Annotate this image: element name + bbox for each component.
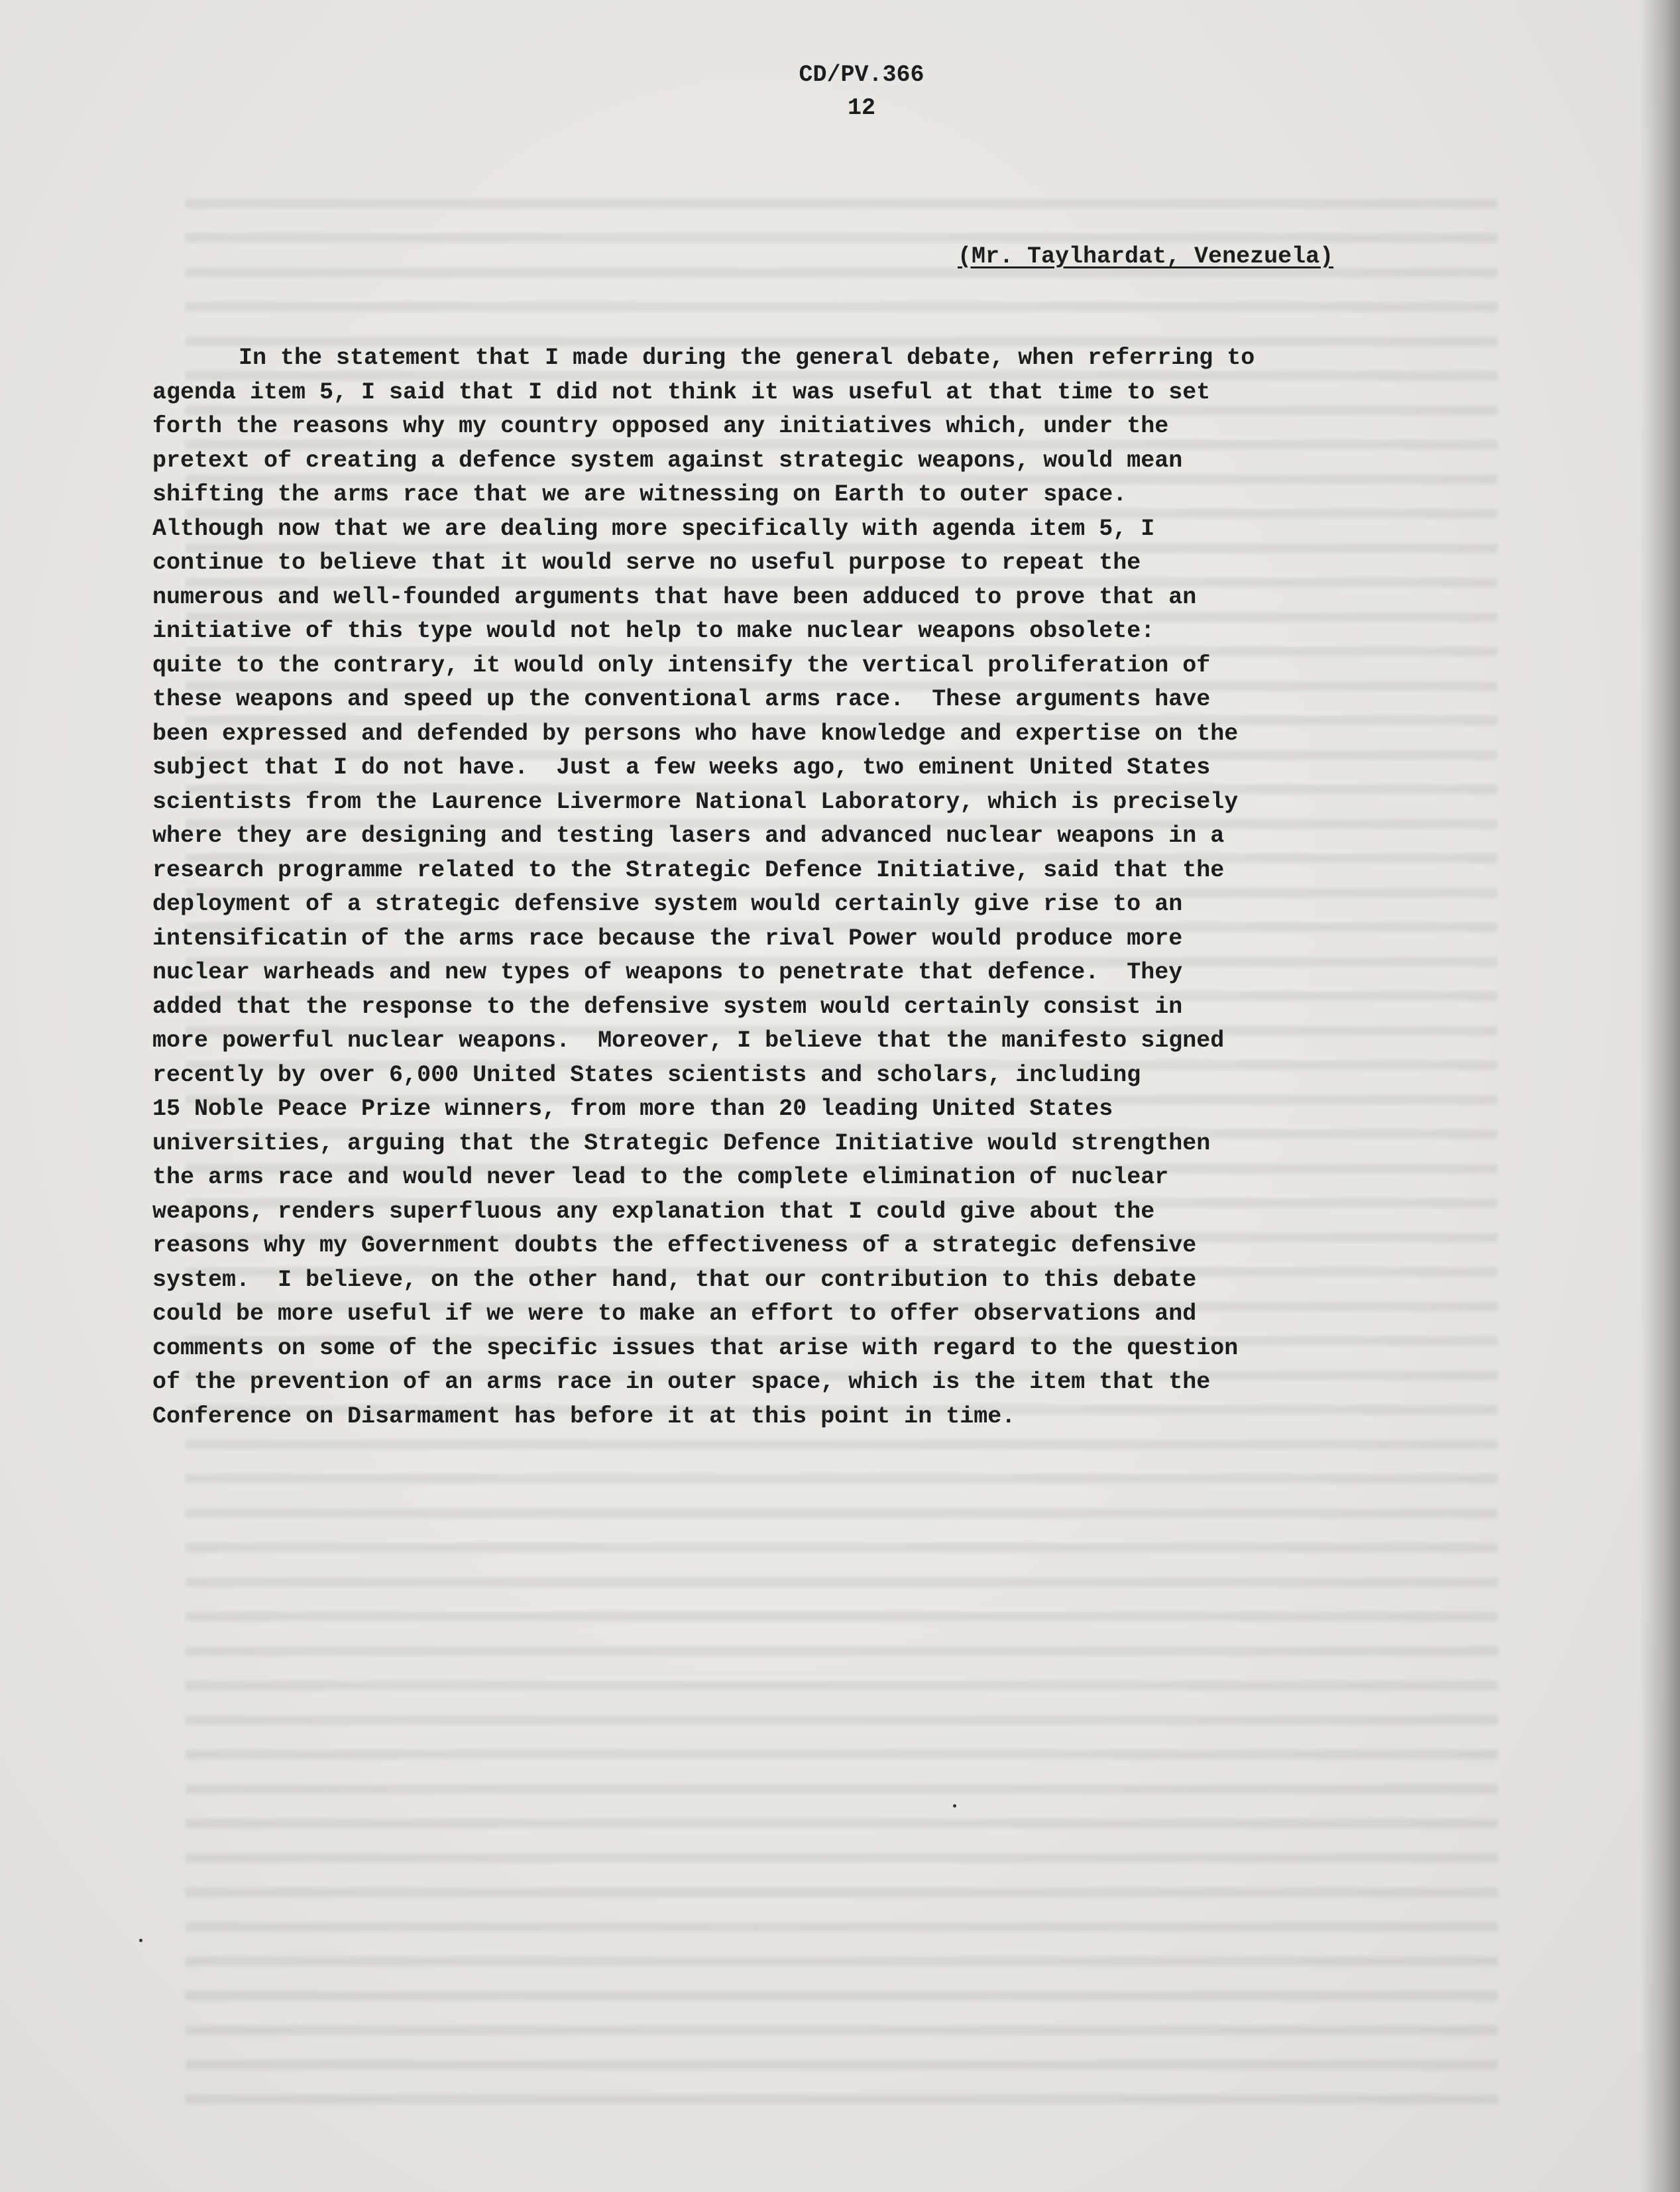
paragraph-line: quite to the contrary, it would only intensify the vertical proliferation of [152, 652, 1211, 679]
paragraph-line: continue to believe that it would serve no useful purpose to repeat the [152, 549, 1141, 576]
paragraph-line: Although now that we are dealing more specifically with agenda item 5, I [152, 515, 1155, 542]
page-edge-shadow [1640, 0, 1680, 2192]
paragraph-line: where they are designing and testing lasers and advanced nuclear weapons in a [152, 823, 1225, 849]
paragraph-line: deployment of a strategic defensive system would certainly give rise to an [152, 891, 1183, 917]
paragraph-line: forth the reasons why my country opposed any initiatives which, under the [152, 413, 1169, 439]
document-header [762, 58, 961, 125]
paragraph-line: universities, arguing that the Strategic Defence Initiative would strengthen [152, 1129, 1211, 1157]
paragraph-line: subject that I do not have. Just a few weeks ago, two eminent United States [152, 754, 1211, 781]
document-symbol: CD/PV.366 [799, 62, 924, 88]
paragraph-line: numerous and well-founded arguments that have been adduced to prove that an [152, 583, 1197, 610]
paragraph-line: intensificatin of the arms race because the rival Power would produce more [152, 925, 1183, 952]
paragraph-line: recently by over 6,000 United States scientists and scholars, including [152, 1061, 1141, 1088]
paragraph-line: Conference on Disarmament has before it at this point in time. [152, 1403, 1016, 1430]
paragraph-line: of the prevention of an arms race in outer space, which is the item that the [152, 1369, 1211, 1395]
scan-speck [139, 1939, 142, 1942]
paragraph-line: scientists from the Laurence Livermore National Laboratory, which is precisely [152, 788, 1239, 815]
statement-paragraph [152, 341, 1637, 1434]
paragraph-line: research programme related to the Strategic Defence Initiative, said that the [152, 856, 1225, 884]
paragraph-line: pretext of creating a defence system against strategic weapons, would mean [152, 447, 1183, 474]
paragraph-line: initiative of this type would not help to make nuclear weapons obsolete: [152, 618, 1155, 644]
paragraph-line: nuclear warheads and new types of weapons to penetrate that defence. They [152, 959, 1183, 986]
paragraph-line: In the statement that I made during the general debate, when referring to [239, 345, 1255, 371]
paragraph-line: weapons, renders superfluous any explanation that I could give about the [152, 1198, 1155, 1225]
paragraph-line: the arms race and would never lead to the complete elimination of nuclear [152, 1164, 1169, 1190]
paragraph-line: shifting the arms race that we are witnessing on Earth to outer space. [152, 481, 1127, 508]
paragraph-line: more powerful nuclear weapons. Moreover, I believe that the manifesto signed [152, 1027, 1225, 1054]
page-number: 12 [847, 95, 875, 121]
paragraph-line: comments on some of the specific issues that arise with regard to the question [152, 1334, 1239, 1361]
paragraph-line: been expressed and defended by persons who have knowledge and expertise on the [152, 720, 1239, 747]
paragraph-line: system. I believe, on the other hand, that our contribution to this debate [152, 1266, 1197, 1293]
paragraph-line: agenda item 5, I said that I did not think it was useful at that time to set [152, 378, 1211, 406]
paragraph-line: could be more useful if we were to make an effort to offer observations and [152, 1300, 1197, 1327]
paragraph-line: these weapons and speed up the conventional arms race. These arguments have [152, 686, 1211, 713]
paragraph-line: 15 Noble Peace Prize winners, from more than 20 leading United States [152, 1096, 1113, 1122]
paragraph-line: reasons why my Government doubts the effectiveness of a strategic defensive [152, 1232, 1197, 1259]
speaker-attribution: (Mr. Taylhardat, Venezuela) [958, 243, 1334, 270]
scan-speck [953, 1804, 956, 1808]
paragraph-line: added that the response to the defensive system would certainly consist in [152, 993, 1183, 1020]
